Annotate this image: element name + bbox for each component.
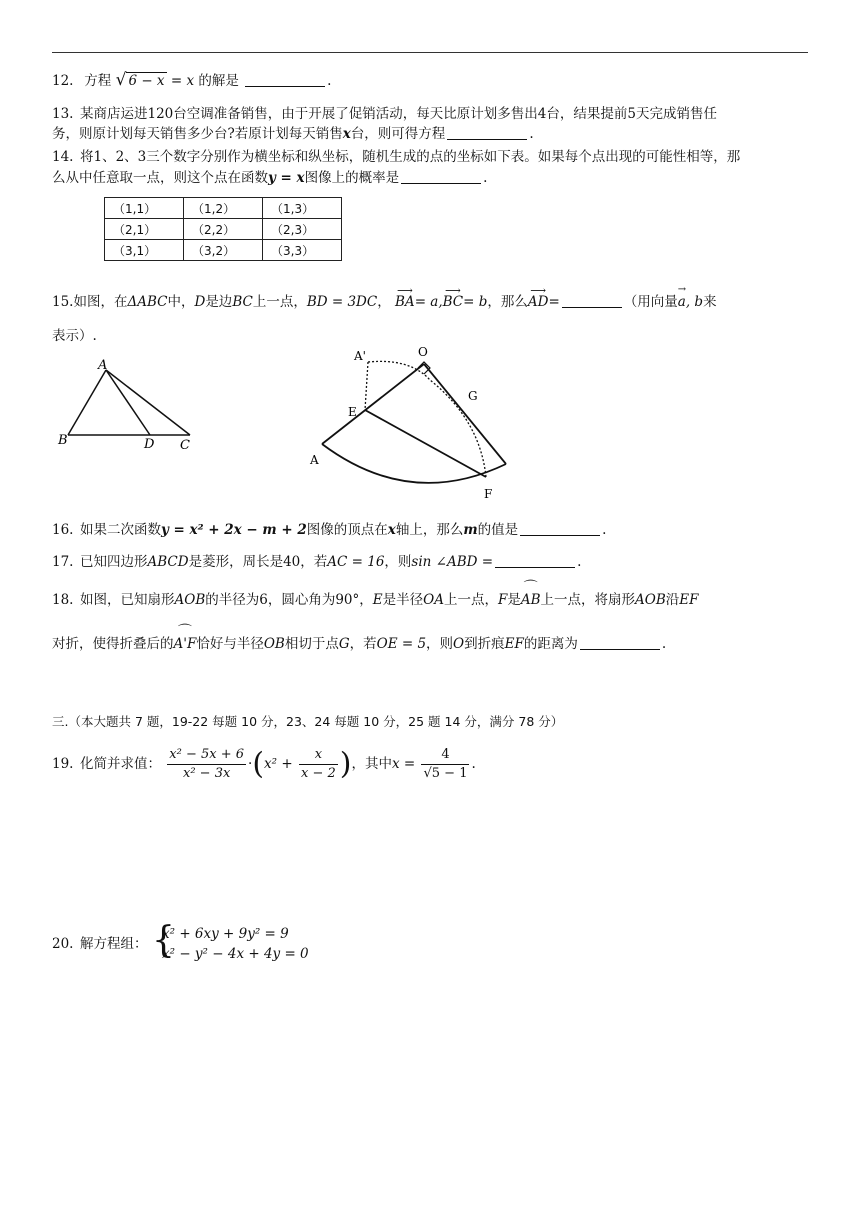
side-ab [68,370,106,435]
answer-blank[interactable] [401,169,481,184]
label-e: E [348,405,357,419]
triangle-figure [52,352,202,452]
table-cell: （2,3） [263,219,342,240]
table-row [105,219,342,240]
side-ac [106,370,190,435]
question-14: 14. 将1、2、3三个数字分别作为横坐标和纵坐标，随机生成的点的坐标如下表。如果每个点出现的可能性相等，那 [52,149,741,165]
fraction: $\frac{\text{x² − 5x + 6}}{\text{x² − 3x}}$ [169,747,245,781]
answer-blank[interactable] [495,553,575,568]
label-b: B [58,433,68,448]
label-o: O [418,345,428,359]
question-18: 18. 如图，已知扇形AOB的半径为6，圆心角为90°，E是半径OA上一点，F是⌒ AB上一点，将扇形AOB沿EF [52,590,699,610]
answer-blank[interactable] [520,521,600,536]
question-17: 17. 已知四边形ABCD是菱形，周长是40，若AC = 16，则sin ∠ABD = . [52,554,582,570]
table-cell: （3,3） [263,240,342,261]
arc-ab [322,444,506,483]
table-cell: （1,1） [105,198,184,219]
equation-system: { x² + 6xy + 9y² = 9 x² − y² − 4x + 4y = 0 [152,920,309,962]
question-16: 16. 如果二次函数y = x² + 2x − m + 2图像的顶点在x轴上，那么m的值是 . [52,522,607,538]
table-row [105,240,342,261]
question-18-line-2: 对折，使得折叠后的⌒ A'F恰好与半径OB相切于点G，若OE = 5，则O到折痕EF的距离为 . [52,634,666,654]
question-13-line-2: 务，则原计划每天销售多少台?若原计划每天销售x台，则可得方程 . [52,126,534,142]
question-14-line-2: 么从中任意取一点，则这个点在函数y = x图像上的概率是 . [52,170,488,186]
equation-2: x² − y² − 4x + 4y = 0 [162,946,309,962]
section-heading: 三.（本大题共 7 题，19-22 每题 10 分，23、24 每题 10 分，25 题 14 分，满分 78 分） [52,714,564,729]
coordinate-table [104,197,342,261]
crease-ef [365,410,486,477]
label-c: C [180,438,190,452]
table-cell: （3,1） [105,240,184,261]
answer-blank[interactable] [580,635,660,650]
table-row [105,198,342,219]
table-cell: （1,3） [263,198,342,219]
question-15-line-2: 表示）. [52,328,97,344]
fraction: $\frac{x}{x - 2}$ [300,747,336,781]
table-cell: （1,2） [184,198,263,219]
equation-1: x² + 6xy + 9y² = 9 [162,926,289,942]
table-cell: （2,1） [105,219,184,240]
table-cell: （3,2） [184,240,263,261]
table-cell: （2,2） [184,219,263,240]
answer-blank[interactable] [245,72,325,87]
label-g: G [468,389,478,403]
question-15: 15.如图，在ΔABC中，D是边BC上一点，BD = 3DC， ⟶ BA= a,⟶ BC= b，那么⟶ AD= （用向量→ a, b来 [52,292,717,312]
answer-blank[interactable] [447,125,527,140]
radius-oa [322,364,424,444]
question-19: 19. 化简并求值： $\frac{\text{x² − 5x + 6}}{\text{x² − 3x}}$ ·(x² + $\frac{x}{x - 2}$ )，其中x = $\frac{4}{√5 - 1}$ . [52,746,476,782]
sector-figure [300,340,540,510]
segment-ad [106,370,150,435]
question-12: 12. 方程 √ 6 − x = x 的解是 . [52,70,332,90]
fraction: $\frac{4}{√5 - 1}$ [423,747,468,781]
folded-radius [365,362,368,410]
answer-blank[interactable] [562,293,622,308]
question-20: 20. 解方程组： [52,936,148,952]
question-13: 13. 某商店运进120台空调准备销售，由于开展了促销活动，每天比原计划多售出4台，结果提前5天完成销售任 [52,106,717,122]
label-a-point: A [310,453,319,467]
label-a: A [98,358,108,373]
label-d: D [144,437,155,452]
label-a-prime: A' [354,349,366,363]
label-f: F [484,487,493,501]
header-rule [52,52,808,53]
